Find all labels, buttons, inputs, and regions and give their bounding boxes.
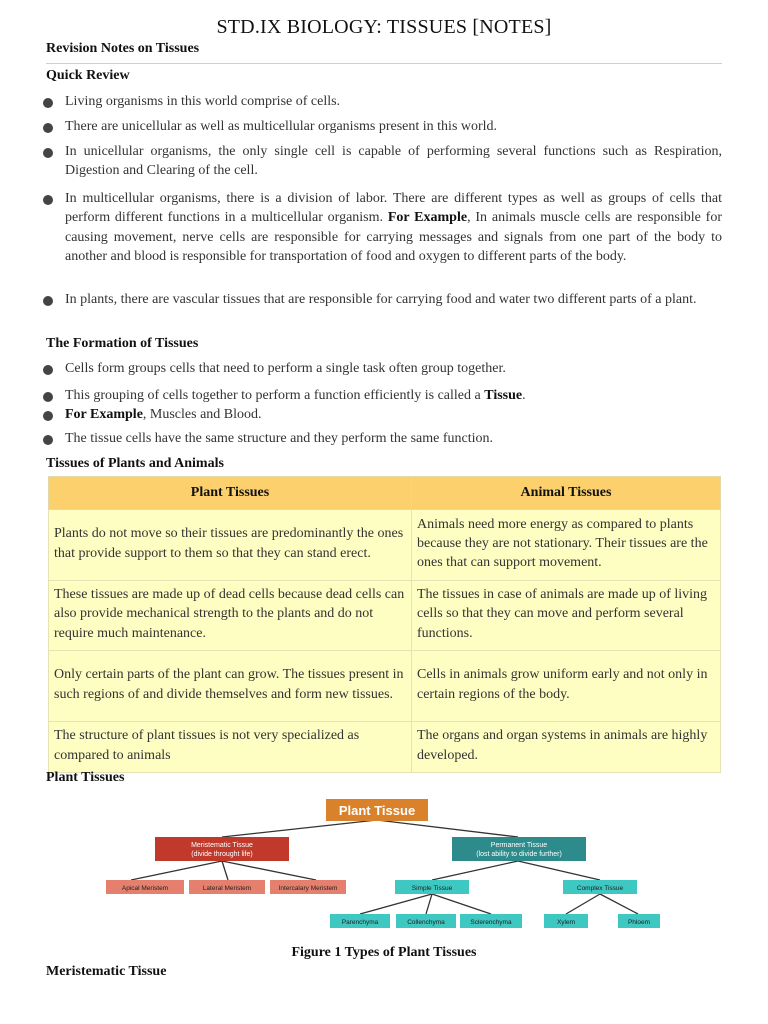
svg-text:Permanent Tissue: Permanent Tissue [490, 842, 548, 849]
permanent-node [452, 837, 586, 861]
parenchyma-node [330, 914, 390, 928]
svg-text:Collenchyma: Collenchyma [407, 919, 445, 926]
document-title: STD.IX BIOLOGY: TISSUES [NOTES] [216, 16, 552, 38]
collenchyma-node [396, 914, 456, 928]
svg-text:Apical Meristem: Apical Meristem [121, 885, 169, 892]
list-item: For Example, Muscles and Blood. [46, 405, 722, 424]
list-item: There are unicellular as well as multicellular organisms present in this world. [46, 117, 722, 136]
root-node [326, 799, 428, 821]
plant-tissues-heading: Plant Tissues [46, 770, 125, 785]
svg-text:Simple Tissue: Simple Tissue [411, 885, 453, 892]
list-item: In plants, there are vascular tissues that are responsible for carrying food and water two different parts of a plant. [46, 290, 722, 309]
formation-heading: The Formation of Tissues [46, 336, 199, 351]
svg-text:Intercalary Meristem: Intercalary Meristem [278, 885, 338, 892]
meristematic-tissue-heading: Meristematic Tissue [46, 964, 167, 979]
list-item: This grouping of cells together to perform a function efficiently is called a Tissue. [46, 386, 722, 405]
sclerenchyma-node [460, 914, 522, 928]
svg-text:Sclerenchyma: Sclerenchyma [470, 919, 512, 926]
table-cell: Plants do not move so their tissues are predominantly the ones that provide support to them so that they can stand erect. [49, 510, 412, 581]
table-cell: Animals need more energy as compared to plants because they are not stationary. Their tissues are the ones that can support movement. [412, 510, 721, 581]
connector-lines [131, 820, 638, 914]
document-subtitle: Revision Notes on Tissues [46, 41, 200, 56]
svg-text:Plant Tissue: Plant Tissue [338, 803, 416, 818]
column-header-animal: Animal Tissues [412, 477, 721, 510]
column-header-plant: Plant Tissues [49, 477, 412, 510]
table-cell: The organs and organ systems in animals are highly developed. [412, 722, 721, 773]
tissues-table-heading: Tissues of Plants and Animals [46, 456, 224, 471]
figure-caption: Figure 1 Types of Plant Tissues [291, 945, 477, 960]
list-item: In multicellular organisms, there is a division of labor. There are different types as well as groups of cells that perform different functions in a multicellular organism. For Example, In animals muscle cells are responsible for causing movement, nerve cells are responsible for carrying messages and signals from one part of the body to another and blood is responsible for transportation of food and oxygen to different parts of the body. [46, 189, 722, 267]
table-cell: The tissues in case of animals are made up of living cells so that they can move and perform several functions. [412, 581, 721, 651]
xylem-node [544, 914, 588, 928]
svg-text:(divide throught life): (divide throught life) [191, 851, 253, 858]
svg-text:Meristematic Tissue: Meristematic Tissue [191, 842, 253, 849]
complex-tissue-node [563, 880, 637, 894]
svg-text:(lost ability to divide furthe: (lost ability to divide further) [476, 851, 562, 858]
quick-review-heading: Quick Review [46, 68, 130, 83]
svg-text:Lateral Meristem: Lateral Meristem [202, 885, 252, 892]
svg-text:Complex Tissue: Complex Tissue [576, 885, 624, 892]
table-cell: Only certain parts of the plant can grow. The tissues present in such regions of and divide themselves and form new tissues. [49, 651, 412, 722]
plant-tissue-diagram [46, 0, 722, 940]
lateral-meristem-node [189, 880, 265, 894]
list-item: In unicellular organisms, the only single cell is capable of performing several functions such as Respiration, Digestion and Clearing of the cell. [46, 142, 722, 181]
meristematic-node [155, 837, 289, 861]
simple-tissue-node [395, 880, 469, 894]
list-item: The tissue cells have the same structure and they perform the same function. [46, 429, 722, 448]
list-item: Cells form groups cells that need to perform a single task often group together. [46, 359, 722, 378]
svg-text:Xylem: Xylem [556, 919, 576, 926]
list-item: Living organisms in this world comprise of cells. [46, 92, 722, 111]
intercalary-meristem-node [270, 880, 346, 894]
table-cell: Cells in animals grow uniform early and not only in certain regions of the body. [412, 651, 721, 722]
svg-text:Phloem: Phloem [627, 919, 651, 926]
apical-meristem-node [106, 880, 184, 894]
svg-text:Parenchyma: Parenchyma [341, 919, 379, 926]
table-cell: The structure of plant tissues is not very specialized as compared to animals [49, 722, 412, 773]
phloem-node [618, 914, 660, 928]
table-cell: These tissues are made up of dead cells because dead cells can also provide mechanical strength to the plants and do not require much maintenance. [49, 581, 412, 651]
